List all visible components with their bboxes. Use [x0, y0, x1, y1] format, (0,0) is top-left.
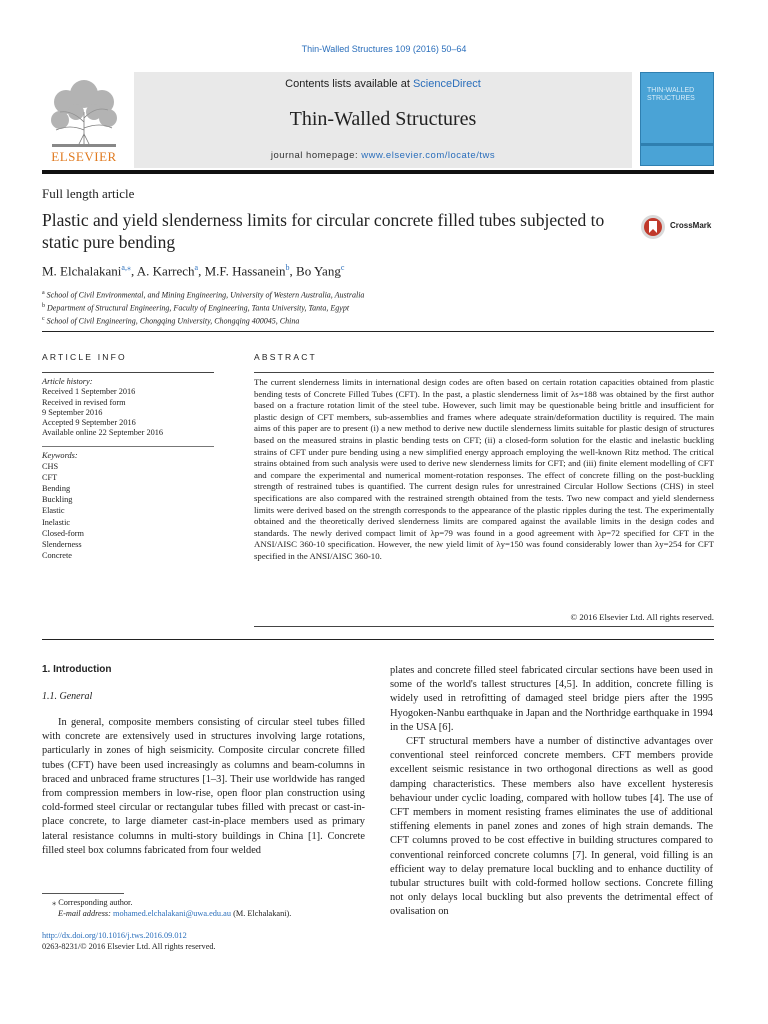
email-label: E-mail address:: [58, 908, 113, 918]
history-line: Available online 22 September 2016: [42, 428, 164, 438]
author-name[interactable]: A. Karrech: [136, 263, 195, 279]
footnote-rule: [42, 893, 124, 894]
issn-line: 0263-8231/© 2016 Elsevier Ltd. All rights reserved.: [42, 942, 216, 951]
divider: [42, 446, 214, 447]
affiliation-mark: b: [42, 303, 45, 310]
affiliation-line: [42, 301, 364, 314]
email-link[interactable]: mohamed.elchalakani@uwa.edu.au: [113, 908, 231, 918]
keyword-item: Closed-form: [42, 528, 84, 538]
divider: [254, 372, 714, 373]
keyword-item: Buckling: [42, 495, 73, 505]
body-paragraph: CFT structural members have a number of distinctive advantages over conventional steel reinforced concrete members. CFT members provide excellent seismic resistance in two orthogonal directions as well as good damping characteristics. These members also have excellent hysteresis behaviour under cyclic loading, compared with hollow tubes [4]. The use of CFT members in moment resisting frames eliminates the use of additional stiffening elements in panel zones and zones of high strain demands. The CFT columns proved to be cost effective in building structures compared to conventional reinforced concrete columns [7]. In general, void filling is an efficient way to delay premature local buckling and to enhance ductility of tubular structures built with cold-formed hollow sections. Concrete filling not only delays local buckling but also prevents the detrimental effect of ovalisation on: [390, 736, 713, 918]
publisher-name: ELSEVIER: [51, 149, 117, 164]
author-name[interactable]: M.F. Hassanein: [204, 263, 286, 279]
subsection-heading: 1.1. General: [42, 691, 93, 702]
journal-name: Thin-Walled Structures: [289, 108, 477, 130]
banner-center: [134, 72, 632, 168]
cover-strip: [641, 143, 713, 146]
footnote-asterisk: ⁎: [52, 898, 59, 907]
contents-prefix: Contents lists available at: [285, 78, 413, 90]
author-name[interactable]: M. Elchalakani: [42, 263, 122, 279]
affiliation-text: Department of Structural Engineering, Faculty of Engineering, Tanta University, Tanta, Egypt: [47, 303, 350, 313]
author-separator: ,: [198, 263, 205, 279]
cover-title-line-1: THIN-WALLED: [647, 87, 695, 94]
article-title: Plastic and yield slenderness limits for circular concrete filled tubes subjected to static pure bending: [42, 210, 605, 252]
author-separator: ,: [289, 263, 297, 279]
journal-banner: [42, 72, 714, 168]
history-line: Received in revised form: [42, 397, 126, 407]
history-line: 9 September 2016: [42, 407, 103, 417]
keyword-item: Concrete: [42, 550, 72, 560]
elsevier-logo[interactable]: [42, 72, 126, 166]
affiliation-line: [42, 314, 364, 327]
cover-title: [647, 87, 695, 103]
body-column-left: [42, 716, 365, 858]
divider: [42, 331, 714, 332]
journal-cover-thumbnail[interactable]: [640, 72, 714, 166]
author-name[interactable]: Bo Yang: [296, 263, 341, 279]
crossmark-button[interactable]: [640, 212, 716, 242]
divider: [42, 639, 714, 640]
affiliation-mark: a: [42, 290, 45, 296]
keyword-item: CHS: [42, 462, 59, 472]
author-affil-mark[interactable]: b: [285, 263, 290, 272]
abstract-text: The current slenderness limits in international design codes are often based on certain rotation capacities obtained from plastic bending tests of Concrete Filled Tubes (CFT). In the past, a plastic slenderness limit of λs=188 was obtained by the first author based on a fracture rotation limit of the steel tube. However, such limit may be questionable being brittle and insufficient for plastic design of CFT members, sub-assemblies and frames where adequate strain/deformation ductility is required. The main aims of this paper are to present (i) a new method to derive new ductile slenderness limits suitable for plastic design of structures based on the measured strains in plastic bending tests on CFT; (ii) a closed-form solution for the elastic and inelastic buckling strains of CFT under pure bending using a new simplified energy approach employing the well-known Ritz method. The critical strains obtained from such analysis were used to derive new slenderness limits for CFT; and (iii) finite element modelling of CFT and compare the experimental and numerical moment-rotation responses. The effect of concrete filling on the post-buckling strength of restrained tubes is quantified. The current design rules for unrestrained Circular Hollow Sections (CHS) in steel specifications are also compared with the restrained strength obtained from the tests. Two new compact and yield slenderness limits were derived based on the strength corresponds to the appearance of the plastic ripples during the test. The experimentally obtained and the theoretically derived slenderness limits are compared against the available limits in the design codes and standards. The newly derived compact limit of λp=79 was found in a good agreement with λp=72 specified for CFT in the ANSI/AISC 360-10 specification. However, the new yield limit of λy=150 was found considerably lower than λy=254 for CFT specified in the ANSI/AISC 360-10.: [254, 377, 714, 561]
article-type: Full length article: [42, 186, 135, 201]
article-history: [42, 377, 163, 439]
body-paragraph: plates and concrete filled steel fabricated circular sections have been used in some of the world's tallest structures [4,5]. In addition, concrete filling is widely used in retrofitting of damaged steel bridge piers after the 1995 Hyogoken-Nanbu earthquake in Japan and the Northridge earthquake in 1994 in the USA [6].: [390, 665, 713, 733]
abstract-copyright: © 2016 Elsevier Ltd. All rights reserved.: [570, 612, 714, 622]
abstract-heading: ABSTRACT: [254, 352, 317, 362]
affiliations: [42, 288, 364, 327]
divider: [254, 626, 714, 627]
history-line: Received 1 September 2016: [42, 387, 136, 397]
cover-title-line-2: STRUCTURES: [647, 95, 695, 102]
doi-link[interactable]: http://dx.doi.org/10.1016/j.tws.2016.09.012: [42, 931, 187, 940]
corresponding-text: Corresponding author.: [58, 898, 133, 907]
affiliation-text: School of Civil Environmental, and Mining Engineering, University of Western Australia, Australia: [46, 290, 365, 300]
author-separator: ,: [130, 263, 137, 279]
body-column-right: [390, 664, 713, 920]
keyword-item: Elastic: [42, 506, 65, 516]
crossmark-icon: [640, 212, 666, 242]
affiliation-mark: c: [42, 316, 45, 323]
history-heading: Article history:: [42, 377, 93, 386]
keyword-item: Inelastic: [42, 517, 71, 527]
homepage-prefix: journal homepage:: [270, 150, 362, 161]
email-line: [42, 909, 291, 920]
crossmark-label: CrossMark: [670, 221, 712, 230]
email-name: (M. Elchalakani).: [231, 908, 292, 918]
section-heading: 1. Introduction: [42, 664, 112, 675]
header-rule: [42, 170, 714, 174]
author-list: [42, 263, 344, 279]
sciencedirect-link[interactable]: ScienceDirect: [412, 78, 481, 90]
keyword-item: Slenderness: [42, 539, 82, 549]
homepage-link[interactable]: www.elsevier.com/locate/tws: [361, 150, 496, 161]
journal-reference-link[interactable]: Thin-Walled Structures 109 (2016) 50–64: [301, 44, 467, 54]
footnote: [42, 898, 291, 919]
keyword-item: CFT: [42, 473, 58, 483]
history-line: Accepted 9 September 2016: [42, 418, 136, 428]
author-affil-mark[interactable]: a: [194, 263, 199, 272]
article-info-heading: ARTICLE INFO: [42, 352, 127, 362]
contents-line: [134, 78, 632, 90]
affiliation-line: [42, 288, 364, 301]
author-affil-mark[interactable]: c: [340, 263, 345, 272]
author-affil-mark[interactable]: a,⁎: [121, 263, 131, 272]
corresponding-author-note: [42, 898, 291, 909]
keyword-item: Bending: [42, 484, 71, 494]
keywords: [42, 450, 84, 561]
divider: [42, 372, 214, 373]
keywords-heading: Keywords:: [42, 451, 78, 460]
affiliation-text: School of Civil Engineering, Chongqing University, Chongqing 400045, China: [46, 316, 300, 326]
homepage-line: [134, 150, 632, 161]
body-paragraph: In general, composite members consisting of circular steel tubes filled with concrete are extensively used in structures involving large rotations, particularly in zones of high seismicity. Composite circular concrete filled tubes (CFT) have been used increasingly as columns and beam-columns in braced and unbraced frame structures [1–3]. Their use worldwide has ranged from compression members in low-rise, open floor plan construction using cold-formed steel circular or rectangular tubes filled with precast or cast-in-place concrete, to large diameter cast-in-place members used as primary lateral resistance columns in multi-story buildings in China [1]. Concrete filled steel box columns fabricated from four welded: [42, 717, 365, 856]
